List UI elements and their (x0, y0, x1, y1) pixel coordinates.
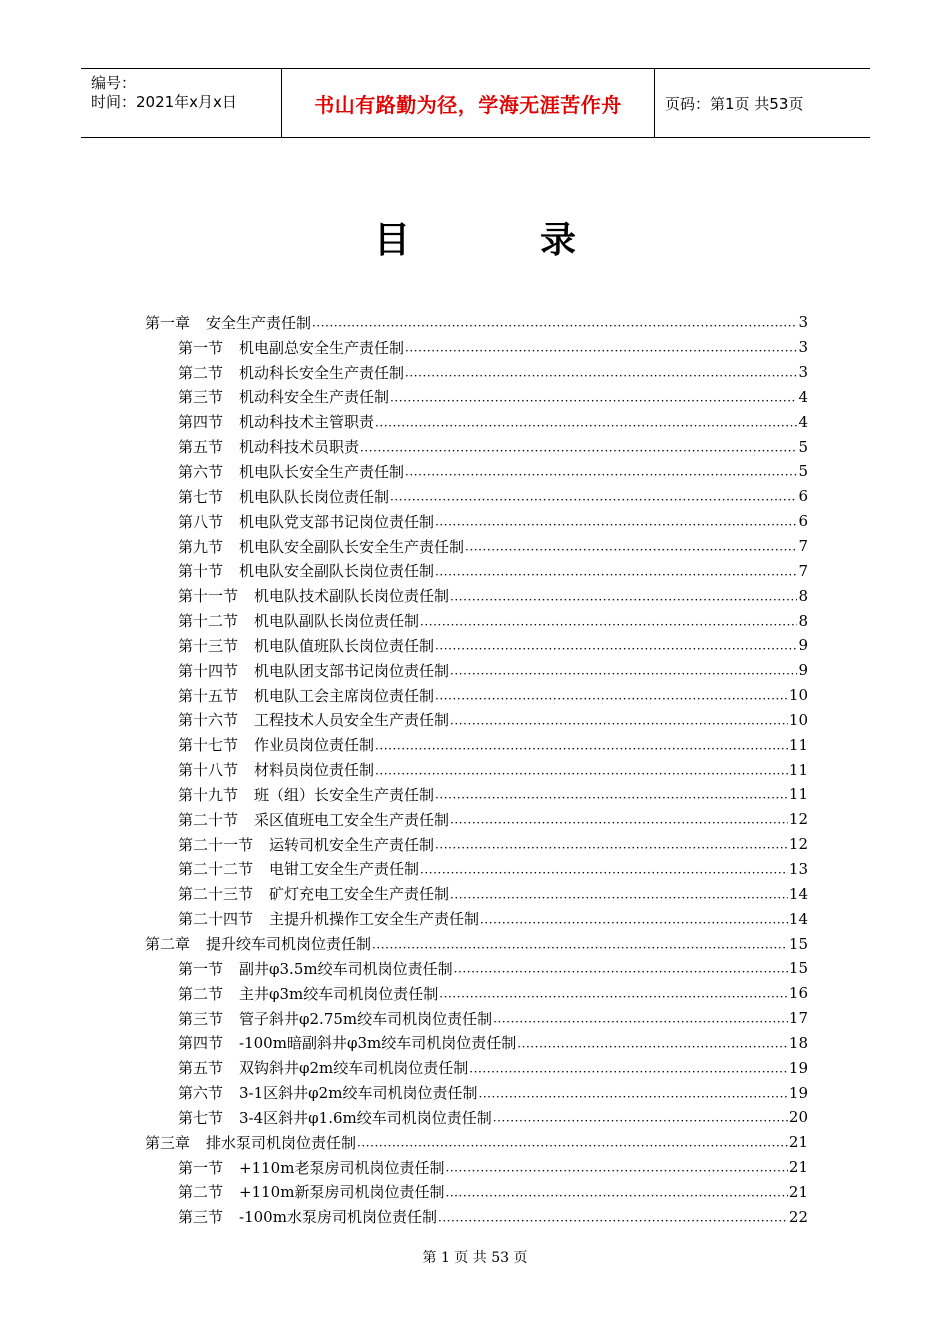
toc-dot-leader (420, 863, 788, 881)
toc-section-entry[interactable] (145, 1105, 808, 1130)
toc-entry-text: 材料员岗位责任制 (254, 761, 375, 780)
toc-entry-number: 第二节 (178, 984, 224, 1003)
toc-page-number: 7 (798, 537, 808, 556)
toc-section-entry[interactable] (145, 757, 808, 782)
toc-entry-label (178, 635, 434, 656)
toc-page-number: 18 (788, 1033, 808, 1052)
toc-dot-leader (435, 788, 788, 806)
toc-section-entry[interactable] (145, 1080, 808, 1105)
toc-entry-text: 机电队长安全生产责任制 (239, 462, 405, 481)
toc-section-entry[interactable] (145, 434, 808, 459)
toc-entry-text: 主井φ3m绞车司机岗位责任制 (239, 984, 439, 1003)
toc-entry-label (178, 436, 359, 457)
toc-section-entry[interactable] (145, 409, 808, 434)
toc-dot-leader (405, 366, 797, 384)
toc-dot-leader (375, 764, 788, 782)
toc-page-number: 10 (788, 710, 808, 729)
toc-page-number: 5 (798, 462, 808, 481)
toc-entry-text: 机电队值班队长岗位责任制 (254, 636, 435, 655)
toc-entry-text: 机电队党支部书记岗位责任制 (239, 512, 435, 531)
toc-entry-text: 主提升机操作工安全生产责任制 (269, 910, 480, 929)
toc-entry-label (178, 858, 419, 879)
toc-section-entry[interactable] (145, 583, 808, 608)
code-label: 编号： (91, 74, 137, 92)
motto-text: 书山有路勤为径，学海无涯苦作舟 (314, 92, 622, 117)
toc-entry-number: 第七节 (178, 487, 224, 506)
toc-entry-number: 第二十节 (178, 810, 239, 829)
page-title (0, 212, 950, 263)
toc-entry-label (178, 809, 449, 830)
toc-entry-number: 第六节 (178, 462, 224, 481)
toc-entry-label (178, 983, 438, 1004)
toc-entry-label (145, 312, 311, 333)
toc-page-number: 11 (788, 760, 808, 779)
toc-section-entry[interactable] (145, 1180, 808, 1205)
toc-entry-label (178, 958, 453, 979)
toc-entry-number: 第一节 (178, 959, 224, 978)
toc-section-entry[interactable] (145, 782, 808, 807)
toc-entry-label (145, 933, 371, 954)
toc-entry-number: 第四节 (178, 413, 224, 432)
toc-entry-label (178, 1181, 444, 1202)
toc-dot-leader (454, 962, 788, 980)
toc-entry-number: 第五节 (178, 438, 224, 457)
toc-entry-text: 矿灯充电工安全生产责任制 (269, 885, 450, 904)
toc-entry-number: 第九节 (178, 537, 224, 556)
toc-page-number: 3 (798, 363, 808, 382)
toc-dot-leader (435, 565, 797, 583)
toc-dot-leader (445, 1161, 787, 1179)
toc-entry-label (145, 1132, 356, 1153)
toc-entry-number: 第七节 (178, 1108, 224, 1127)
toc-entry-label (178, 784, 434, 805)
toc-section-entry[interactable] (145, 633, 808, 658)
toc-section-entry[interactable] (145, 981, 808, 1006)
title-char-1: 目 (373, 220, 410, 261)
toc-entry-text: 电钳工安全生产责任制 (269, 860, 420, 879)
toc-entry-text: 提升绞车司机岗位责任制 (206, 935, 372, 954)
toc-entry-text: 机电队安全副队长安全生产责任制 (239, 537, 465, 556)
toc-entry-number: 第八节 (178, 512, 224, 531)
toc-entry-label (178, 685, 434, 706)
toc-entry-label (178, 1107, 492, 1128)
toc-entry-label (178, 486, 389, 507)
toc-entry-label (178, 1082, 477, 1103)
toc-dot-leader (450, 813, 788, 831)
toc-section-entry[interactable] (145, 558, 808, 583)
toc-dot-leader (439, 987, 788, 1005)
toc-entry-text: +110m老泵房司机岗位责任制 (239, 1158, 445, 1177)
toc-entry-number: 第十九节 (178, 785, 239, 804)
toc-page-number: 21 (788, 1182, 808, 1201)
toc-entry-number: 第二十一节 (178, 835, 254, 854)
toc-section-entry[interactable] (145, 956, 808, 981)
toc-page-number: 3 (798, 338, 808, 357)
toc-entry-text: 机电队副队长岗位责任制 (254, 612, 420, 631)
toc-page-number: 9 (798, 661, 808, 680)
toc-section-entry[interactable] (145, 1055, 808, 1080)
toc-page-number: 7 (798, 561, 808, 580)
toc-dot-leader (435, 515, 797, 533)
toc-entry-number: 第十一节 (178, 587, 239, 606)
toc-page-number: 19 (788, 1083, 808, 1102)
toc-page-number: 9 (798, 636, 808, 655)
toc-entry-label (178, 1157, 444, 1178)
toc-entry-label (178, 536, 464, 557)
toc-entry-text: +110m新泵房司机岗位责任制 (239, 1183, 445, 1202)
header-meta-cell (81, 69, 282, 137)
toc-entry-text: 机动科技术主管职责 (239, 413, 375, 432)
table-of-contents (145, 310, 808, 1229)
toc-entry-label (178, 585, 449, 606)
toc-entry-number: 第二节 (178, 363, 224, 382)
toc-entry-label (178, 1206, 437, 1227)
toc-page-number: 15 (788, 959, 808, 978)
toc-page-number: 11 (788, 785, 808, 804)
toc-entry-label (178, 709, 449, 730)
toc-entry-number: 第一节 (178, 338, 224, 357)
toc-section-entry[interactable] (145, 807, 808, 832)
toc-section-entry[interactable] (145, 459, 808, 484)
toc-entry-label (178, 660, 449, 681)
page-footer: 第 1 页 共 53 页 (422, 1250, 528, 1266)
toc-entry-text: 安全生产责任制 (206, 313, 312, 332)
toc-dot-leader (375, 416, 797, 434)
toc-chapter-entry[interactable] (145, 310, 808, 335)
toc-dot-leader (438, 1211, 788, 1229)
toc-chapter-entry[interactable] (145, 1130, 808, 1155)
toc-page-number: 15 (788, 934, 808, 953)
toc-entry-label (178, 1008, 492, 1029)
toc-entry-number: 第二章 (145, 935, 191, 954)
toc-section-entry[interactable] (145, 608, 808, 633)
toc-section-entry[interactable] (145, 1030, 808, 1055)
toc-entry-text: -100m水泵房司机岗位责任制 (239, 1208, 437, 1227)
toc-entry-text: 管子斜井φ2.75m绞车司机岗位责任制 (239, 1009, 493, 1028)
toc-page-number: 4 (798, 412, 808, 431)
toc-section-entry[interactable] (145, 534, 808, 559)
toc-section-entry[interactable] (145, 1006, 808, 1031)
toc-page-number: 20 (788, 1108, 808, 1127)
toc-entry-label (178, 610, 419, 631)
toc-entry-number: 第十五节 (178, 686, 239, 705)
header-page-info: 页码：第1页 共53页 (665, 94, 804, 113)
toc-entry-label (178, 734, 374, 755)
toc-dot-leader (465, 540, 797, 558)
toc-dot-leader (493, 1012, 788, 1030)
toc-section-entry[interactable] (145, 509, 808, 534)
page-header (81, 68, 870, 138)
header-page-cell (655, 69, 870, 137)
title-char-2: 录 (540, 220, 577, 261)
toc-dot-leader (493, 1111, 788, 1129)
toc-section-entry[interactable] (145, 335, 808, 360)
toc-entry-text: 3-1区斜井φ2m绞车司机岗位责任制 (239, 1084, 478, 1103)
toc-dot-leader (469, 1062, 788, 1080)
toc-entry-text: 运转司机安全生产责任制 (269, 835, 435, 854)
toc-entry-label (178, 386, 389, 407)
toc-entry-text: 班（组）长安全生产责任制 (254, 785, 435, 804)
toc-entry-number: 第十八节 (178, 761, 239, 780)
toc-section-entry[interactable] (145, 857, 808, 882)
toc-entry-number: 第十七节 (178, 736, 239, 755)
toc-page-number: 10 (788, 686, 808, 705)
toc-section-entry[interactable] (145, 832, 808, 857)
toc-page-number: 8 (798, 586, 808, 605)
toc-entry-label (178, 1057, 468, 1078)
toc-entry-text: 3-4区斜井φ1.6m绞车司机岗位责任制 (239, 1108, 492, 1127)
toc-page-number: 21 (788, 1158, 808, 1177)
toc-page-number: 21 (788, 1133, 808, 1152)
toc-page-number: 11 (788, 735, 808, 754)
toc-entry-label (178, 511, 434, 532)
toc-dot-leader (372, 938, 788, 956)
toc-dot-leader (375, 739, 788, 757)
toc-page-number: 14 (788, 909, 808, 928)
toc-page-number: 12 (788, 835, 808, 854)
toc-dot-leader (450, 888, 788, 906)
toc-entry-text: 机电队工会主席岗位责任制 (254, 686, 435, 705)
toc-entry-number: 第十三节 (178, 636, 239, 655)
toc-page-number: 8 (798, 611, 808, 630)
toc-entry-number: 第三节 (178, 1208, 224, 1227)
toc-entry-label (178, 337, 404, 358)
toc-entry-label (178, 883, 449, 904)
toc-section-entry[interactable] (145, 906, 808, 931)
toc-entry-text: 机电队队长岗位责任制 (239, 487, 390, 506)
toc-page-number: 5 (798, 437, 808, 456)
toc-entry-label (178, 411, 374, 432)
toc-page-number: 13 (788, 859, 808, 878)
toc-dot-leader (405, 341, 797, 359)
toc-entry-number: 第六节 (178, 1084, 224, 1103)
toc-entry-label (178, 362, 404, 383)
toc-page-number: 12 (788, 810, 808, 829)
toc-dot-leader (450, 714, 788, 732)
toc-entry-text: 机动科长安全生产责任制 (239, 363, 405, 382)
toc-chapter-entry[interactable] (145, 931, 808, 956)
toc-dot-leader (517, 1037, 788, 1055)
header-motto-cell (282, 69, 655, 137)
toc-entry-text: 作业员岗位责任制 (254, 736, 375, 755)
toc-section-entry[interactable] (145, 658, 808, 683)
toc-entry-label (178, 908, 479, 929)
toc-dot-leader (420, 615, 797, 633)
date-label: 时间：2021年x月x日 (91, 93, 237, 111)
toc-entry-number: 第三节 (178, 388, 224, 407)
toc-entry-text: 机电队安全副队长岗位责任制 (239, 562, 435, 581)
toc-section-entry[interactable] (145, 732, 808, 757)
toc-entry-label (178, 834, 434, 855)
toc-entry-text: 机电队技术副队长岗位责任制 (254, 587, 450, 606)
toc-dot-leader (390, 391, 797, 409)
toc-page-number: 19 (788, 1058, 808, 1077)
toc-entry-text: 机电队团支部书记岗位责任制 (254, 661, 450, 680)
toc-entry-text: 机动科技术员职责 (239, 438, 360, 457)
toc-section-entry[interactable] (145, 708, 808, 733)
toc-entry-number: 第四节 (178, 1034, 224, 1053)
toc-entry-number: 第三章 (145, 1133, 191, 1152)
toc-section-entry[interactable] (145, 484, 808, 509)
toc-entry-label (178, 560, 434, 581)
toc-entry-number: 第五节 (178, 1059, 224, 1078)
toc-entry-text: 机电副总安全生产责任制 (239, 338, 405, 357)
toc-page-number: 6 (798, 487, 808, 506)
toc-page-number: 6 (798, 512, 808, 531)
toc-page-number: 4 (798, 387, 808, 406)
toc-entry-number: 第十节 (178, 562, 224, 581)
toc-entry-text: 工程技术人员安全生产责任制 (254, 711, 450, 730)
toc-entry-text: 排水泵司机岗位责任制 (206, 1133, 357, 1152)
toc-section-entry[interactable] (145, 1204, 808, 1229)
toc-dot-leader (445, 1186, 787, 1204)
toc-dot-leader (357, 1136, 788, 1154)
toc-section-entry[interactable] (145, 1155, 808, 1180)
toc-section-entry[interactable] (145, 683, 808, 708)
toc-entry-number: 第一节 (178, 1158, 224, 1177)
toc-dot-leader (312, 316, 797, 334)
toc-entry-number: 第二十三节 (178, 885, 254, 904)
toc-section-entry[interactable] (145, 881, 808, 906)
toc-page-number: 3 (798, 313, 808, 332)
toc-page-number: 22 (788, 1207, 808, 1226)
toc-dot-leader (390, 490, 797, 508)
toc-entry-text: 双钩斜井φ2m绞车司机岗位责任制 (239, 1059, 469, 1078)
toc-section-entry[interactable] (145, 360, 808, 385)
toc-entry-number: 第二十二节 (178, 860, 254, 879)
toc-dot-leader (480, 913, 788, 931)
toc-entry-number: 第二十四节 (178, 910, 254, 929)
toc-entry-number: 第三节 (178, 1009, 224, 1028)
toc-dot-leader (450, 664, 797, 682)
toc-dot-leader (435, 639, 797, 657)
toc-entry-number: 第十二节 (178, 612, 239, 631)
toc-entry-label (178, 461, 404, 482)
toc-entry-number: 第二节 (178, 1183, 224, 1202)
toc-page-number: 14 (788, 884, 808, 903)
toc-page-number: 17 (788, 1009, 808, 1028)
toc-entry-text: 机动科安全生产责任制 (239, 388, 390, 407)
toc-entry-text: -100m暗副斜井φ3m绞车司机岗位责任制 (239, 1034, 517, 1053)
toc-entry-text: 副井φ3.5m绞车司机岗位责任制 (239, 959, 453, 978)
toc-entry-label (178, 759, 374, 780)
toc-dot-leader (405, 465, 797, 483)
toc-dot-leader (450, 590, 797, 608)
toc-entry-label (178, 1032, 516, 1053)
toc-dot-leader (435, 838, 788, 856)
toc-entry-number: 第十四节 (178, 661, 239, 680)
toc-section-entry[interactable] (145, 385, 808, 410)
toc-entry-number: 第一章 (145, 313, 191, 332)
toc-dot-leader (360, 441, 797, 459)
toc-entry-text: 采区值班电工安全生产责任制 (254, 810, 450, 829)
toc-page-number: 16 (788, 984, 808, 1003)
toc-dot-leader (435, 689, 788, 707)
toc-dot-leader (478, 1087, 787, 1105)
toc-entry-number: 第十六节 (178, 711, 239, 730)
